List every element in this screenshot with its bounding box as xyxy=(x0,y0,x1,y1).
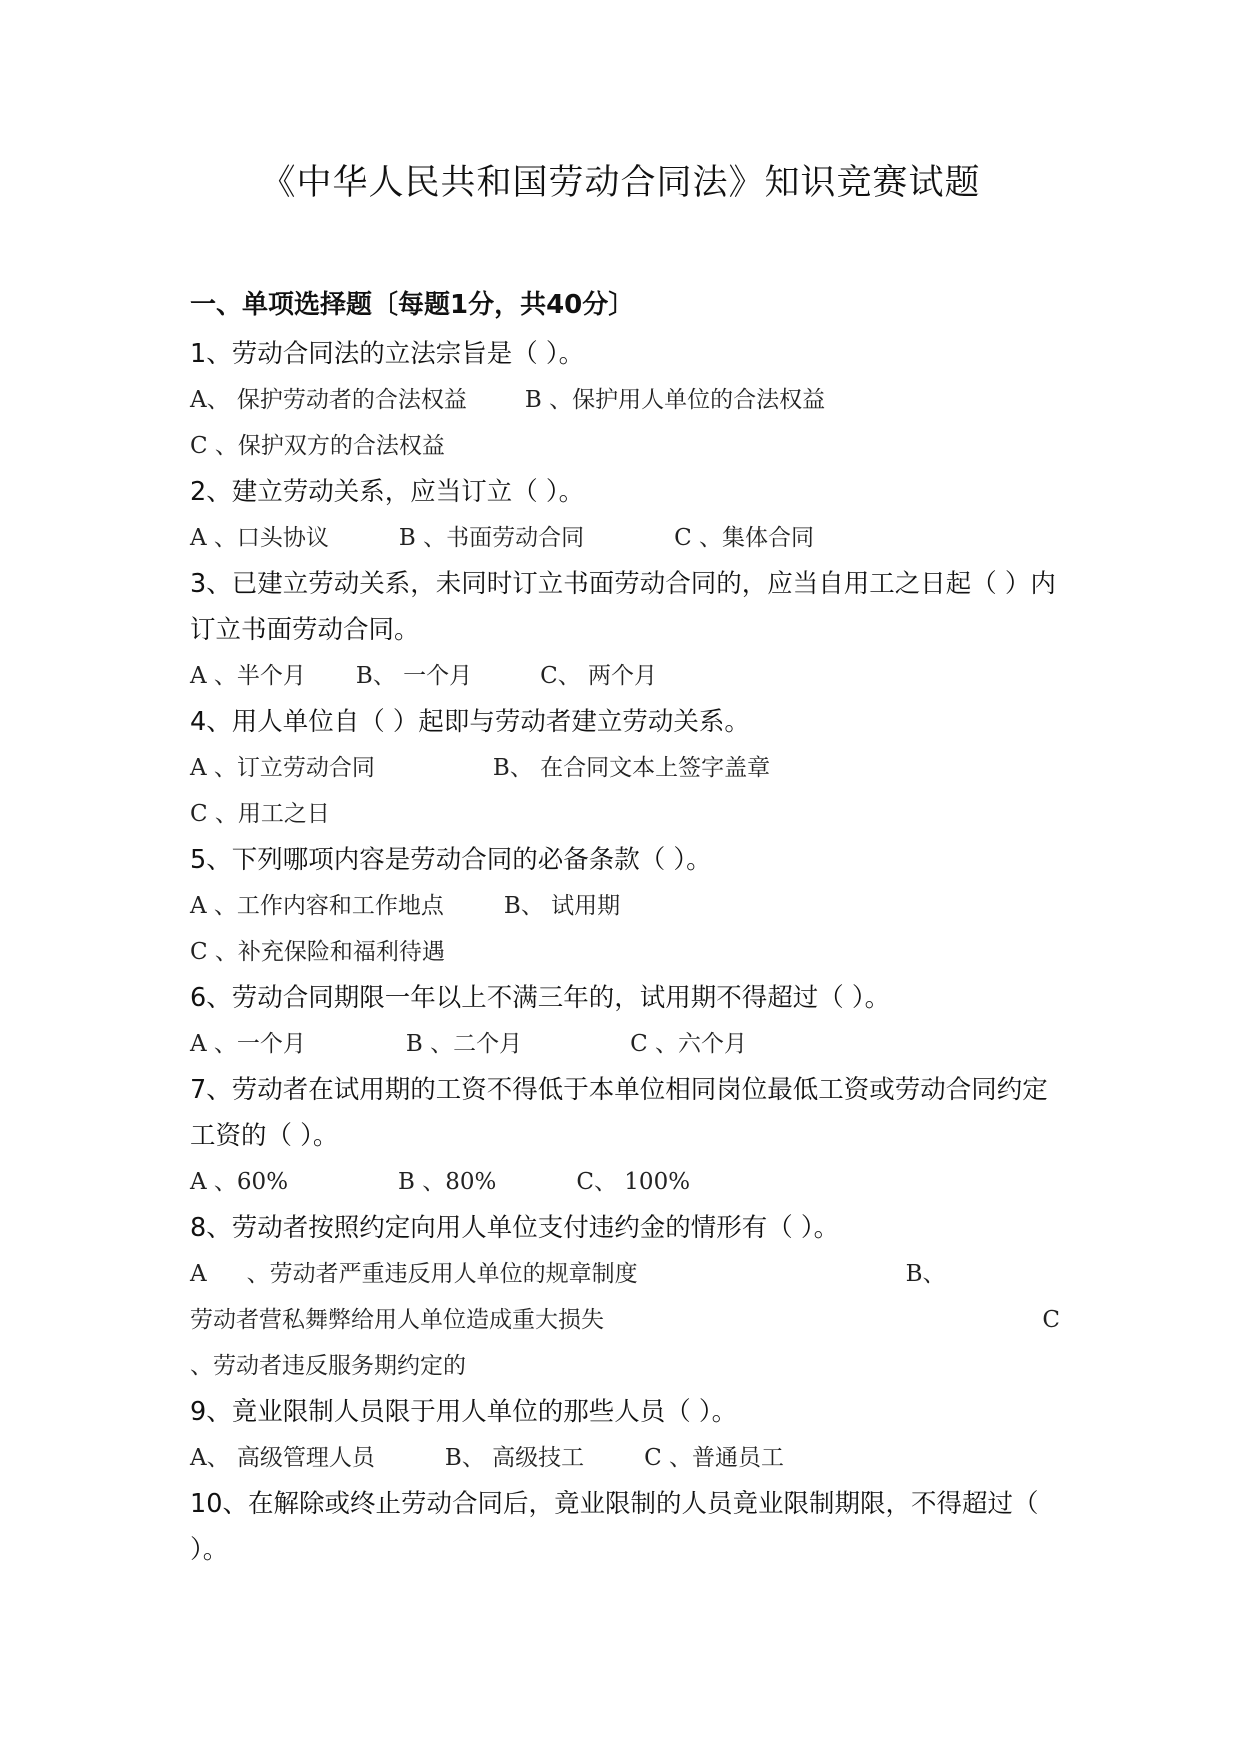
options-line xyxy=(190,1435,1060,1481)
question-5: 5、下列哪项内容是劳动合同的必备条款（ ）。 xyxy=(190,845,712,875)
document-title: 《中华人民共和国劳动合同法》知识竞赛试题 xyxy=(260,163,981,203)
option: B、 在合同文本上签字盖章 xyxy=(492,755,771,781)
option: C xyxy=(1042,1307,1060,1333)
option: A 、一个月 xyxy=(190,1031,306,1057)
option: B 、保护用人单位的合法权益 xyxy=(524,387,826,413)
question-1: 1、劳动合同法的立法宗旨是（ ）。 xyxy=(190,339,585,369)
option: B 、二个月 xyxy=(405,1031,523,1057)
option: C 、集体合同 xyxy=(674,525,815,551)
question-8: 8、劳动者按照约定向用人单位支付违约金的情形有（ ）。 xyxy=(190,1213,840,1243)
option: A 、工作内容和工作地点 xyxy=(190,893,444,919)
options-line xyxy=(190,1159,1060,1205)
question-3: 3、已建立劳动关系，未同时订立书面劳动合同的，应当自用工之日起（ ）内订立书面劳动合同。 xyxy=(190,569,1056,645)
option: A 、订立劳动合同 xyxy=(190,755,375,781)
option: C 、六个月 xyxy=(630,1031,748,1057)
option: C 、普通员工 xyxy=(644,1445,785,1471)
option: 劳动者营私舞弊给用人单位造成重大损失 xyxy=(190,1307,604,1333)
option: B、 xyxy=(905,1261,946,1287)
option: B 、书面劳动合同 xyxy=(398,525,585,551)
option: A、 高级管理人员 xyxy=(190,1445,375,1471)
options-line xyxy=(190,883,1060,929)
options-line xyxy=(190,1343,1060,1389)
option: B、 试用期 xyxy=(503,893,621,919)
options-line xyxy=(190,745,1060,791)
options-line xyxy=(190,929,1060,975)
options-line xyxy=(190,377,1060,423)
question-9: 9、竟业限制人员限于用人单位的那些人员（ ）。 xyxy=(190,1397,738,1427)
option: A 、口头协议 xyxy=(190,525,329,551)
question-7: 7、劳动者在试用期的工资不得低于本单位相同岗位最低工资或劳动合同约定工资的（ ）。 xyxy=(190,1075,1048,1151)
option: C 、保护双方的合法权益 xyxy=(190,433,445,459)
option: A、 保护劳动者的合法权益 xyxy=(190,387,467,413)
question-10: 10、在解除或终止劳动合同后，竟业限制的人员竟业限制期限，不得超过（ ）。 xyxy=(190,1489,1039,1565)
option: A 、60% xyxy=(190,1169,289,1195)
options-line xyxy=(190,1297,1060,1343)
option: 、劳动者违反服务期约定的 xyxy=(190,1353,466,1379)
options-line xyxy=(190,653,1060,699)
option: B 、80% xyxy=(398,1169,497,1195)
option: B、 一个月 xyxy=(355,663,473,689)
option: A xyxy=(190,1261,207,1287)
options-line xyxy=(190,1021,1060,1067)
question-6: 6、劳动合同期限一年以上不满三年的，试用期不得超过（ ）。 xyxy=(190,983,891,1013)
options-line xyxy=(190,515,1060,561)
options-line xyxy=(190,1251,1060,1297)
option: C 、补充保险和福利待遇 xyxy=(190,939,445,965)
option: C 、用工之日 xyxy=(190,801,330,827)
options-line xyxy=(190,423,1060,469)
option: A 、半个月 xyxy=(190,663,306,689)
section-heading: 一、单项选择题〔每题1分，共40分〕 xyxy=(190,290,635,320)
question-4: 4、用人单位自（ ）起即与劳动者建立劳动关系。 xyxy=(190,707,750,737)
options-line xyxy=(190,791,1060,837)
question-2: 2、建立劳动关系，应当订立（ ）。 xyxy=(190,477,585,507)
question-list xyxy=(190,331,1060,1573)
option: B、 高级技工 xyxy=(444,1445,585,1471)
option: 、劳动者严重违反用人单位的规章制度 xyxy=(246,1261,638,1287)
option: C、 100% xyxy=(576,1169,691,1195)
option: C、 两个月 xyxy=(540,663,658,689)
